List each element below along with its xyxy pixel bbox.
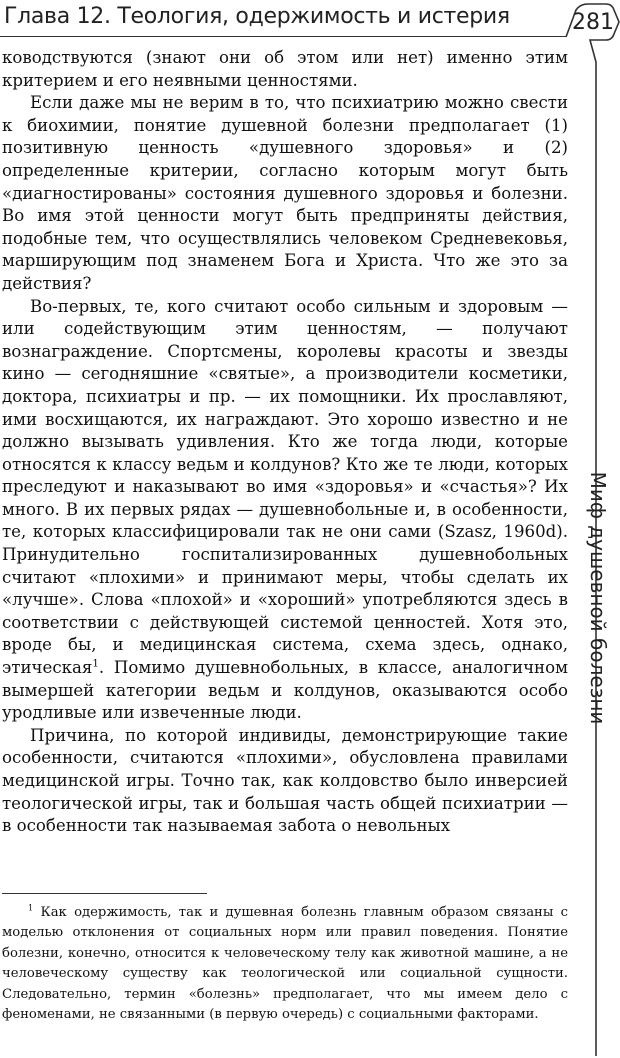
header-rule	[0, 36, 566, 37]
running-title: Миф душевной болезни	[586, 471, 610, 725]
paragraph: Причина, по которой индивиды, демонстрирующие такие особенности, считаются «плохими», обусловлена правилами медицинской игры. Точно так, как колдовство было инверсией теологической игры, так и большая часть общей психиатрии — в особенности так называемая забота о невольных	[2, 725, 568, 836]
footnote-mark: 1	[28, 902, 34, 913]
footnote-reference[interactable]: 1	[92, 657, 99, 670]
page-header	[0, 0, 620, 44]
paragraph: Если даже мы не верим в то, что психиатрию можно свести к биохимии, понятие душевной болезни предполагает (1) позитивную ценность «душевного здоровья» и (2) определенные критерии, согласно которым могут быть «диагностированы» состояния душевного здоровья и болезни. Во имя этой ценности могут быть предприняты действия, подобные тем, что осуществлялись человеком Средневековья, марширующим под знаменем Бога и Христа. Что же это за действия?	[2, 93, 568, 293]
chapter-title: Глава 12. Теология, одержимость и истерия	[4, 4, 510, 29]
paragraph	[2, 296, 568, 725]
footnote-rule	[2, 893, 207, 894]
paragraph-text: . Помимо душевнобольных, в классе, аналогичном вымершей категории ведьм и колдунов, оказываются особо уродливые или извеченные люди.	[2, 658, 568, 723]
footnote	[2, 903, 568, 1025]
paragraph-text: Во-первых, те, кого считают особо сильным и здоровым — или содействующим этим ценностям, — получают вознаграждение. Спортсмены, королевы красоты и звезды кино — сегодняшние «святые», а производители косметики, доктора, психиатры и пр. — их помощники. Их прославляют, ими восхищаются, их награждают. Это хорошо известно и не должно вызывать удивления. Кто же тогда люди, которые относятся к классу ведьм и колдунов? Кто же те люди, которых преследуют и наказывают во имя «здоровья» и «счастья»? Их много. В их первых рядах — душевнобольные и, в особенности, те, которых классифицировали так не они сами (Szasz, 1960d). Принудительно госпитализированных душевнобольных считают «плохими» и принимают меры, чтобы сделать их «лучше». Слова «плохой» и «хороший» употребляются здесь в соответствии с действующей системой ценностей. Хотя это, вроде бы, и медицинская система, схема здесь, однако, этическая	[2, 296, 568, 678]
main-text	[2, 47, 568, 838]
page-number: 281	[572, 10, 614, 35]
paragraph: ководствуются (знают они об этом или нет) именно этим критерием и его неявными ценностями.	[2, 48, 568, 90]
footnote-text: Как одержимость, так и душевная болезнь главным образом связаны с моделью отклонения от социальных норм или правил поведения. Понятие болезни, конечно, относится к человеческому телу как животной машине, а не человеческому существу как теологической или социальной сущности. Следовательно, термин «болезнь» предполагает, что мы имеем дело с феноменами, не связанными (в первую очередь) с социальными факторами.	[2, 905, 568, 1023]
